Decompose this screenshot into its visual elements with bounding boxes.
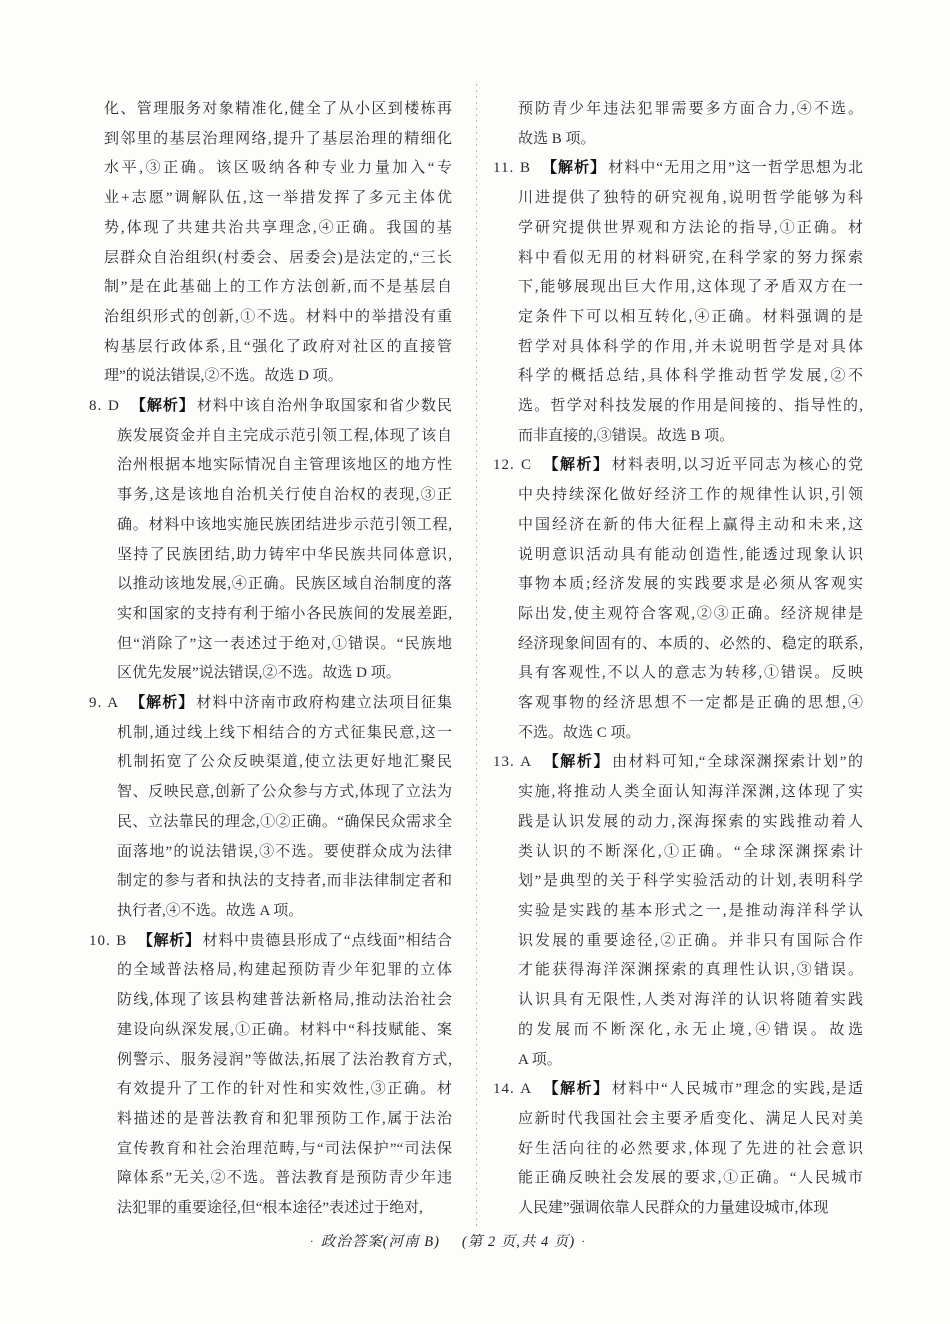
answer-line bbox=[117, 1075, 452, 1105]
answer-line bbox=[117, 778, 452, 808]
answer-line bbox=[518, 927, 863, 957]
answer-number: 11. B bbox=[493, 160, 531, 177]
answer-text: 防线,体现了该县构建普法新格局,推动法治社会 bbox=[117, 992, 452, 1009]
answer-text: 经济现象间固有的、本质的、必然的、稳定的联系, bbox=[518, 635, 863, 652]
answer-line bbox=[518, 244, 863, 274]
answer-line bbox=[117, 748, 452, 778]
answer-text: 障体系”无关,②不选。普法教育是预防青少年违 bbox=[117, 1170, 452, 1187]
answer-text: 构基层行政体系,且“强化了政府对社区的直接管 bbox=[104, 338, 452, 355]
answer-text: 哲学对具体科学的作用,并未说明哲学是对具体 bbox=[518, 338, 863, 355]
answer-line bbox=[518, 956, 863, 986]
answer-line bbox=[518, 1194, 863, 1224]
answer-line bbox=[104, 273, 452, 303]
answer-line bbox=[117, 897, 452, 927]
answer-number: 8. D bbox=[89, 398, 120, 415]
answer-line bbox=[518, 838, 863, 868]
answer-text: 坚持了民族团结,助力铸牢中华民族共同体意识, bbox=[117, 546, 452, 563]
answer-text: 面落地”的说法错误,③不选。要使群众成为法律 bbox=[117, 843, 452, 860]
answer-line bbox=[518, 1046, 863, 1076]
answer-number: 13. A bbox=[493, 754, 533, 771]
answer-line bbox=[104, 95, 452, 125]
analysis-label: 【解析】 bbox=[129, 695, 195, 712]
answer-text: 理”的说法错误,②不选。故选 D 项。 bbox=[104, 368, 343, 385]
answer-text: 说明意识活动具有能动创造性,能透过现象认识 bbox=[518, 546, 863, 563]
answer-line bbox=[493, 748, 863, 778]
page-footer bbox=[0, 1230, 923, 1251]
answer-text: 故选 B 项。 bbox=[518, 130, 596, 147]
answer-text: 具有客观性,不以人的意志为转移,①错误。反映 bbox=[518, 665, 863, 682]
answer-line bbox=[117, 422, 452, 452]
answer-line bbox=[518, 392, 863, 422]
answer-text: 治组织形式的创新,①不选。材料中的举措没有重 bbox=[104, 308, 452, 325]
answer-text: 业+志愿”调解队伍,这一举措发挥了多元主体优 bbox=[104, 190, 452, 207]
answer-line bbox=[117, 600, 452, 630]
answer-line bbox=[518, 95, 863, 125]
answer-text: 治州根据本地实际情况自主管理该地区的地方性 bbox=[117, 457, 452, 474]
answer-line bbox=[89, 392, 452, 422]
answer-text: 宣传教育和社会治理范畴,与“司法保护”“司法保 bbox=[117, 1140, 452, 1157]
answer-line bbox=[518, 125, 863, 155]
answer-line bbox=[104, 244, 452, 274]
answer-line bbox=[117, 1194, 452, 1224]
answer-line bbox=[518, 541, 863, 571]
answer-line bbox=[104, 362, 452, 392]
answer-text: 势,体现了共建共治共享理念,④正确。我国的基 bbox=[104, 219, 452, 236]
analysis-label: 【解析】 bbox=[542, 1081, 610, 1098]
continuation-block bbox=[493, 95, 863, 154]
answer-text: 应新时代我国社会主要矛盾变化、满足人民对美 bbox=[518, 1110, 863, 1127]
analysis-label: 【解析】 bbox=[137, 932, 201, 949]
answer-line bbox=[518, 570, 863, 600]
answer-line bbox=[117, 511, 452, 541]
answer-text: 预防青少年违法犯罪需要多方面合力,④不选。 bbox=[518, 101, 863, 117]
answer-text: 客观事物的经济思想不一定都是正确的思想,④ bbox=[518, 695, 863, 712]
answer-text: 认识具有无限性,人类对海洋的认识将随着实践 bbox=[518, 992, 863, 1009]
answer-block bbox=[89, 689, 452, 927]
answer-line bbox=[518, 481, 863, 511]
answer-text: 中国经济在新的伟大征程上赢得主动和未来,这 bbox=[518, 516, 863, 533]
answer-number: 12. C bbox=[493, 457, 533, 474]
footer-bullet-right: · bbox=[581, 1234, 587, 1248]
answer-text: 确。材料中该地实施民族团结进步示范引领工程, bbox=[117, 516, 452, 533]
answer-line bbox=[117, 1016, 452, 1046]
analysis-label: 【解析】 bbox=[542, 457, 610, 474]
answer-line bbox=[117, 867, 452, 897]
footer-bullet-left: · bbox=[309, 1234, 315, 1248]
answer-text: 事物本质;经济发展的实践要求是必须从客观实 bbox=[518, 576, 863, 593]
analysis-label: 【解析】 bbox=[540, 160, 607, 177]
answer-line bbox=[518, 1135, 863, 1165]
answer-line bbox=[104, 154, 452, 184]
answer-line bbox=[518, 1016, 863, 1046]
answer-line bbox=[518, 303, 863, 333]
answer-line bbox=[117, 481, 452, 511]
answer-line bbox=[117, 630, 452, 660]
answer-block bbox=[493, 1075, 863, 1224]
answer-text: 制定的参与者和执法的支持者,而非法律制定者和 bbox=[117, 873, 452, 890]
answer-line bbox=[518, 511, 863, 541]
answer-line bbox=[518, 184, 863, 214]
continuation-block bbox=[89, 95, 452, 392]
analysis-label: 【解析】 bbox=[129, 398, 195, 415]
answer-line bbox=[117, 570, 452, 600]
answer-text: 民、立法靠民的理念,①②正确。“确保民众需求全 bbox=[117, 813, 452, 830]
answer-text: 实验是实践的基本形式之一,是推动海洋科学认 bbox=[518, 902, 863, 919]
answer-text: 材料中济南市政府构建立法项目征集 bbox=[196, 695, 452, 712]
answer-line bbox=[493, 451, 863, 481]
footer-page-info: (第 2 页,共 4 页) bbox=[461, 1234, 576, 1250]
answer-text: 的发展而不断深化,永无止境,④错误。故选 bbox=[518, 1021, 863, 1038]
answer-number: 14. A bbox=[493, 1081, 533, 1098]
answer-block bbox=[493, 748, 863, 1075]
answer-text: 例警示、服务浸润”等做法,拓展了法治教育方式, bbox=[117, 1051, 452, 1068]
answer-text: 区优先发展”说法错误,②不选。故选 D 项。 bbox=[117, 665, 401, 682]
answer-text: 川进提供了独特的研究视角,说明哲学能够为科 bbox=[518, 190, 863, 207]
answer-text: 材料中该自治州争取国家和省少数民 bbox=[196, 398, 452, 415]
answer-text: 层群众自治组织(村委会、居委会)是法定的,“三长 bbox=[104, 249, 452, 266]
answer-text: 智、反映民意,创新了公众参与方式,体现了立法为 bbox=[117, 784, 452, 801]
answer-line bbox=[104, 333, 452, 363]
answer-text: 料描述的是普法教育和犯罪预防工作,属于法治 bbox=[117, 1110, 452, 1127]
answer-text: 不选。故选 C 项。 bbox=[518, 724, 641, 741]
answer-line bbox=[518, 214, 863, 244]
answer-text: 材料中贵德县形成了“点线面”相结合 bbox=[202, 932, 452, 949]
footer-doc-title: 政治答案(河南 B) bbox=[320, 1234, 440, 1250]
answer-line bbox=[89, 927, 452, 957]
answer-text: 以推动该地发展,④正确。民族区域自治制度的落 bbox=[117, 576, 452, 593]
answer-text: 料中看似无用的材料研究,在科学家的努力探索 bbox=[518, 249, 863, 266]
analysis-label: 【解析】 bbox=[542, 754, 611, 771]
answer-text: 族发展资金并自主完成示范引领工程,体现了该自 bbox=[117, 427, 452, 444]
answer-text: 才能获得海洋深渊探索的真理性认识,③错误。 bbox=[518, 962, 863, 979]
answer-text: 践是认识发展的动力,深海探索的实践推动着人 bbox=[518, 813, 863, 830]
answer-line bbox=[518, 600, 863, 630]
answer-text: 材料表明,以习近平同志为核心的党 bbox=[611, 457, 863, 474]
answer-text: 但“消除了”这一表述过于绝对,①错误。“民族地 bbox=[117, 635, 452, 652]
answer-text: 事务,这是该地自治机关行使自治权的表现,③正 bbox=[117, 487, 452, 504]
answer-text: 材料中“人民城市”理念的实践,是适 bbox=[611, 1081, 863, 1098]
answers-column-left bbox=[89, 95, 452, 1224]
answer-text: 化、管理服务对象精准化,健全了从小区到楼栋再 bbox=[104, 101, 452, 117]
answer-line bbox=[117, 1105, 452, 1135]
answer-line bbox=[117, 541, 452, 571]
answer-line bbox=[117, 659, 452, 689]
answer-text: 选。哲学对科技发展的作用是间接的、指导性的, bbox=[518, 398, 863, 415]
answer-text: 水平,③正确。该区吸纳各种专业力量加入“专 bbox=[104, 160, 452, 177]
answer-text: 识发展的重要途径,②正确。并非只有国际合作 bbox=[518, 932, 863, 949]
answer-line bbox=[518, 1105, 863, 1135]
answers-column-right bbox=[493, 95, 863, 1224]
answer-text: 有效提升了工作的针对性和实效性,③正确。材 bbox=[117, 1081, 452, 1098]
answer-line bbox=[104, 214, 452, 244]
answer-text: 制”是在此基础上的工作方法创新,而不是基层自 bbox=[104, 279, 452, 296]
answer-line bbox=[117, 986, 452, 1016]
answer-line bbox=[104, 184, 452, 214]
answer-line bbox=[493, 1075, 863, 1105]
answer-text: 下,能够展现出巨大作用,这体现了矛盾双方在一 bbox=[518, 279, 863, 296]
answer-text: 的全域普法格局,构建起预防青少年犯罪的立体 bbox=[117, 962, 452, 979]
answer-line bbox=[117, 719, 452, 749]
answer-line bbox=[117, 956, 452, 986]
answer-line bbox=[117, 1164, 452, 1194]
answer-text: 建设向纵深发展,①正确。材料中“科技赋能、案 bbox=[117, 1021, 452, 1038]
answer-line bbox=[518, 808, 863, 838]
answer-line bbox=[117, 808, 452, 838]
answer-text: 执行者,④不选。故选 A 项。 bbox=[117, 902, 304, 919]
answer-text: 由材料可知,“全球深渊探索计划”的 bbox=[612, 754, 863, 771]
answer-line bbox=[104, 303, 452, 333]
answer-text: 机制拓宽了公众反映渠道,使立法更好地汇聚民 bbox=[117, 754, 452, 771]
answer-text: 能正确反映社会发展的要求,①正确。“人民城市 bbox=[518, 1170, 863, 1187]
answer-block bbox=[89, 392, 452, 689]
answer-line bbox=[117, 1046, 452, 1076]
answer-text: 人民建”强调依靠人民群众的力量建设城市,体现 bbox=[518, 1200, 829, 1217]
answer-text: 而非直接的,③错误。故选 B 项。 bbox=[518, 427, 735, 444]
answer-line bbox=[518, 362, 863, 392]
answer-text: 科学的概括总结,具体科学推动哲学发展,②不 bbox=[518, 368, 863, 385]
answer-line bbox=[518, 778, 863, 808]
answer-line bbox=[518, 422, 863, 452]
column-divider bbox=[476, 84, 477, 1230]
answer-text: 好生活向往的必然要求,体现了先进的社会意识 bbox=[518, 1140, 863, 1157]
answer-line bbox=[518, 659, 863, 689]
answer-text: 学研究提供世界观和方法论的指导,①正确。材 bbox=[518, 219, 863, 236]
answer-text: 实和国家的支持有利于缩小各民族间的发展差距, bbox=[117, 605, 452, 622]
answer-line bbox=[117, 838, 452, 868]
answer-line bbox=[518, 1164, 863, 1194]
answer-text: 到邻里的基层治理网络,提升了基层治理的精细化 bbox=[104, 130, 452, 147]
answer-line bbox=[117, 1135, 452, 1165]
answer-text: 定条件下可以相互转化,④正确。材料强调的是 bbox=[518, 308, 863, 325]
answer-line bbox=[518, 719, 863, 749]
answer-line bbox=[117, 451, 452, 481]
answer-line bbox=[518, 333, 863, 363]
answer-line bbox=[493, 154, 863, 184]
answer-line bbox=[518, 273, 863, 303]
answer-line bbox=[518, 986, 863, 1016]
answer-line bbox=[104, 125, 452, 155]
answer-line bbox=[518, 689, 863, 719]
answer-text: 材料中“无用之用”这一哲学思想为北 bbox=[608, 160, 863, 177]
answer-text: 划”是典型的关于科学实验活动的计划,表明科学 bbox=[518, 873, 863, 890]
answer-line bbox=[518, 897, 863, 927]
answer-text: 机制,通过线上线下相结合的方式征集民意,这一 bbox=[117, 724, 452, 741]
answer-block bbox=[89, 927, 452, 1224]
answer-block bbox=[493, 451, 863, 748]
answer-text: 中央持续深化做好经济工作的规律性认识,引领 bbox=[518, 487, 863, 504]
answer-text: 类认识的不断深化,①正确。“全球深渊探索计 bbox=[518, 843, 863, 860]
answer-line bbox=[518, 630, 863, 660]
answer-text: 法犯罪的重要途径,但“根本途径”表述过于绝对, bbox=[117, 1200, 423, 1217]
answer-text: A 项。 bbox=[518, 1051, 562, 1068]
answer-line bbox=[518, 867, 863, 897]
answer-line bbox=[89, 689, 452, 719]
answer-text: 际出发,使主观符合客观,②③正确。经济规律是 bbox=[518, 605, 863, 622]
answer-block bbox=[493, 154, 863, 451]
answer-number: 9. A bbox=[89, 695, 120, 712]
answer-number: 10. B bbox=[89, 932, 128, 949]
answer-text: 实施,将推动人类全面认知海洋深渊,这体现了实 bbox=[518, 784, 863, 801]
